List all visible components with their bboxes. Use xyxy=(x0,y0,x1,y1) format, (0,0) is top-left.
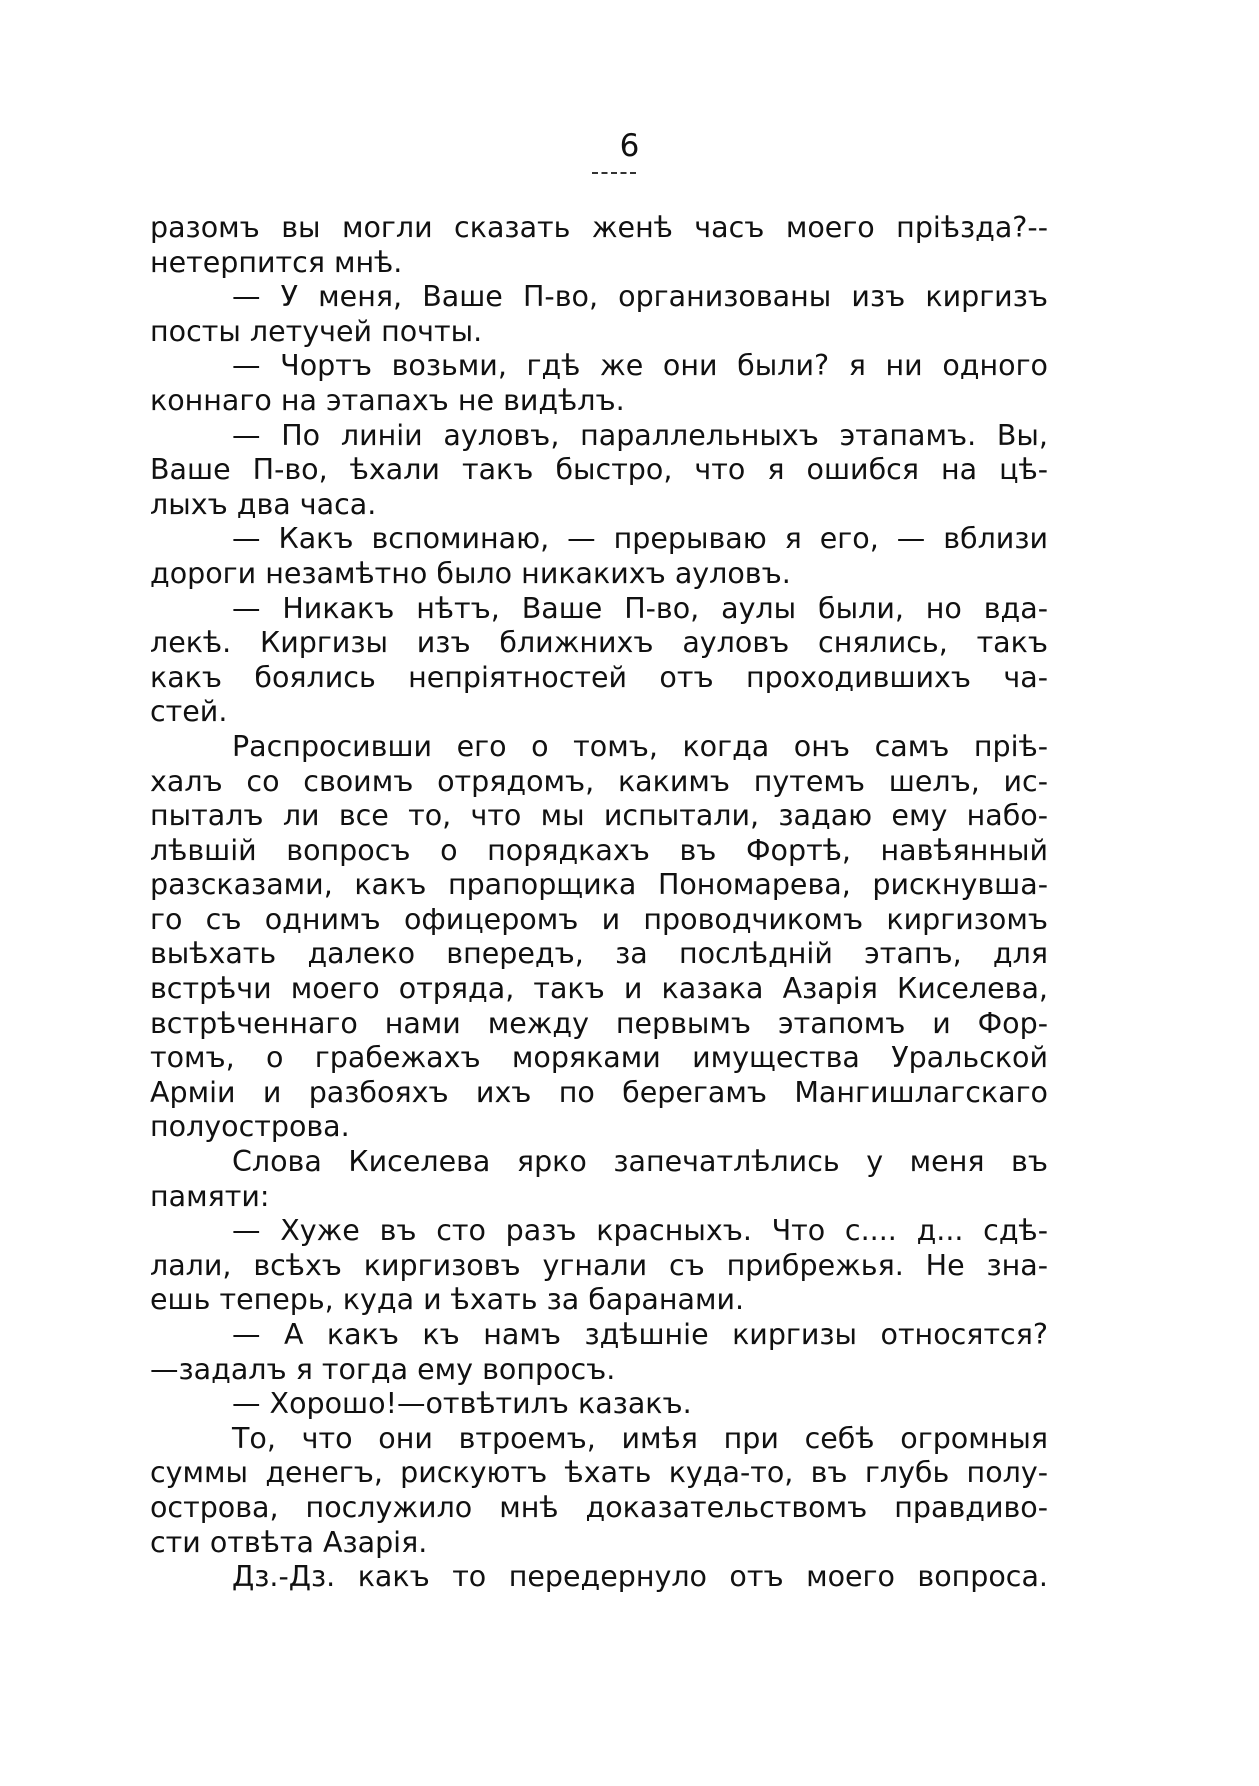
text-line: встрѣчи моего отряда, такъ и казака Азарiя Киселева, xyxy=(150,972,1048,1006)
text-line: сти отвѣта Азарiя. xyxy=(150,1525,428,1559)
text-line: Ваше П-во, ѣхали такъ быстро, что я ошибся на цѣ- xyxy=(150,453,1048,487)
text-line: разомъ вы могли сказать женѣ часъ моего прiѣзда?-- xyxy=(150,211,1048,244)
text-line: суммы денегъ, рискуютъ ѣхать куда-то, въ глубь полу- xyxy=(150,1456,1048,1490)
text-line: Распросивши его о томъ, когда онъ самъ прiѣ- xyxy=(232,729,1048,763)
text-line: посты летучей почты. xyxy=(150,314,483,348)
text-line: — По линiи ауловъ, параллельныхъ этапамъ. Вы, xyxy=(232,418,1048,452)
page-number-underline xyxy=(592,172,636,174)
text-line: Слова Киселева ярко запечатлѣлись у меня въ xyxy=(232,1145,1048,1179)
text-line: лали, всѣхъ киргизовъ угнали съ прибрежья. Не зна- xyxy=(150,1248,1048,1282)
text-line: —задалъ я тогда ему вопросъ. xyxy=(150,1352,616,1386)
text-line: коннаго на этапахъ не видѣлъ. xyxy=(150,383,625,417)
text-line: ешь теперь, куда и ѣхать за баранами. xyxy=(150,1283,745,1317)
text-line: — А какъ къ намъ здѣшнiе киргизы относятся? xyxy=(232,1318,1048,1351)
text-line: разсказами, какъ прапорщика Пономарева, рискнувша- xyxy=(150,868,1048,902)
text-line: То, что они втроемъ, имѣя при себѣ огромныя xyxy=(232,1421,1048,1455)
text-line: нетерпится мнѣ. xyxy=(150,245,403,279)
body-text xyxy=(150,211,1048,1595)
text-line: го съ однимъ офицеромъ и проводчикомъ киргизомъ xyxy=(150,902,1048,936)
text-line: — Никакъ нѣтъ, Ваше П-во, аулы были, но вда- xyxy=(232,591,1048,625)
text-line: памяти: xyxy=(150,1179,270,1213)
text-line: лыхъ два часа. xyxy=(150,487,377,521)
text-line: — Хорошо!—отвѣтилъ казакъ. xyxy=(232,1387,692,1421)
text-line: Армiи и разбояхъ ихъ по берегамъ Мангишлагскаго xyxy=(150,1075,1048,1109)
text-line: дороги незамѣтно было никакихъ ауловъ. xyxy=(150,556,791,590)
text-line: полуострова. xyxy=(150,1110,350,1144)
text-line: лекѣ. Киргизы изъ ближнихъ ауловъ снялись, такъ xyxy=(150,626,1048,660)
text-line: — У меня, Ваше П-во, организованы изъ киргизъ xyxy=(232,280,1048,314)
text-line: томъ, о грабежахъ моряками имущества Уральской xyxy=(150,1041,1048,1075)
text-line: пыталъ ли все то, что мы испытали, задаю ему набо- xyxy=(150,799,1048,833)
text-line: — Чортъ возьми, гдѣ же они были? я ни одного xyxy=(232,349,1048,383)
text-line: — Хуже въ сто разъ красныхъ. Что с.... д... сдѣ- xyxy=(232,1214,1048,1248)
text-line: халъ со своимъ отрядомъ, какимъ путемъ шелъ, ис- xyxy=(150,764,1048,798)
text-line: — Какъ вспоминаю, — прерываю я его, — вблизи xyxy=(232,522,1048,556)
text-line: Дз.-Дз. какъ то передернуло отъ моего вопроса. xyxy=(232,1560,1048,1594)
text-line: лѣвшiй вопросъ о порядкахъ въ Фортѣ, навѣянный xyxy=(150,833,1048,867)
page-number: 6 xyxy=(619,128,640,164)
text-line: стей. xyxy=(150,695,228,729)
text-line: острова, послужило мнѣ доказательствомъ правдиво- xyxy=(150,1490,1048,1524)
text-line: встрѣченнаго нами между первымъ этапомъ и Фор- xyxy=(150,1006,1048,1040)
text-line: какъ боялись непрiятностей отъ проходившихъ ча- xyxy=(150,660,1048,694)
text-line: выѣхать далеко впередъ, за послѣднiй этапъ, для xyxy=(150,937,1048,971)
